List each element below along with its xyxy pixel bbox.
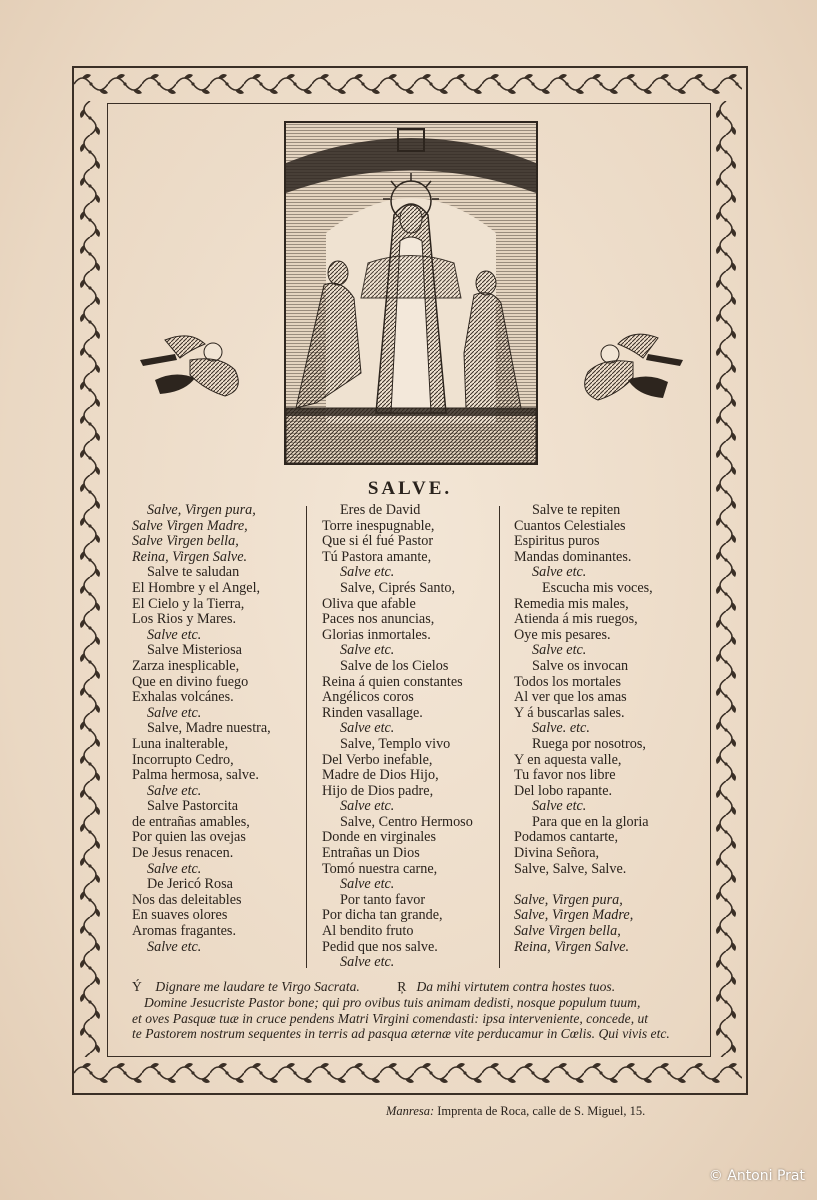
verse-line: Espiritus puros (514, 533, 600, 550)
verse-line: Salve etc. (147, 938, 202, 955)
response-text: Da mihi virtutem contra hostes tuos. (416, 979, 616, 994)
verse-line: Todos los mortales (514, 673, 621, 690)
verse-line: El Cielo y la Tierra, (132, 595, 245, 612)
prayer-line: et oves Pasquæ tuæ in cruce pendens Matri Virgini comendasti: ipsa interveniente, concede, ut (132, 1010, 649, 1026)
column-divider (499, 506, 500, 968)
verse-line: Salve, Templo vivo (340, 735, 451, 752)
printer-imprint (386, 1104, 645, 1119)
verse-line: Salve te saludan (147, 564, 240, 581)
verse-line: Tu favor nos libre (514, 767, 616, 784)
vine-ornament-top (74, 68, 742, 101)
verse-line: Entrañas un Dios (322, 845, 420, 862)
response-mark: Ŗ (397, 979, 407, 994)
verse-line: Salve de los Cielos (340, 657, 449, 674)
verse-line: Reina á quien constantes (322, 673, 463, 690)
copyright-watermark: © Antoni Prat (708, 1168, 805, 1184)
verse-line: Al bendito fruto (322, 923, 414, 940)
verse-line: Salve, Ciprés Santo, (340, 579, 456, 596)
verse-line: El Hombre y el Angel, (132, 579, 261, 596)
verse-line: Palma hermosa, salve. (132, 767, 259, 784)
verse-line: Salve, Salve, Salve. (514, 860, 627, 877)
verse-line: de entrañas amables, (132, 813, 250, 830)
verse-line: Salve etc. (532, 564, 587, 581)
verse-line: Paces nos anuncias, (322, 611, 435, 628)
angel-trumpet-right-icon (568, 330, 688, 415)
verse-line: Glorias inmortales. (322, 626, 431, 643)
verse-line: Escucha mis voces, (542, 579, 653, 596)
verse-line: Al ver que los amas (514, 689, 627, 706)
verse-line: Salve etc. (340, 642, 395, 659)
angel-trumpet-left-icon (135, 330, 253, 407)
verse-line: Ruega por nosotros, (532, 735, 646, 752)
verse-line (514, 877, 653, 893)
verse-line: Salve te repiten (532, 502, 621, 518)
verse-line: Donde en virginales (322, 829, 436, 846)
verse-line: De Jericó Rosa (147, 876, 233, 893)
verse-line: Por quien las ovejas (132, 829, 246, 846)
verse-column-2 (322, 503, 473, 971)
verse-line: Salve etc. (532, 642, 587, 659)
verse-line: Del Verbo inefable, (322, 751, 433, 768)
imprint-text: Imprenta de Roca, calle de S. Miguel, 15. (437, 1104, 646, 1118)
verse-line: Aromas fragantes. (132, 923, 237, 940)
verse-line: Reina, Virgen Salve. (514, 938, 630, 955)
verse-line: Salve, Centro Hermoso (340, 813, 473, 830)
verse-line: Que en divino fuego (132, 673, 249, 690)
verse-line: Por tanto favor (340, 891, 426, 908)
verse-line: Tomó nuestra carne, (322, 860, 438, 877)
verse-line: Del lobo rapante. (514, 782, 613, 799)
verse-line: Salve Virgen bella, (132, 533, 239, 550)
prayer-line: te Pastorem nostrum sequentes in terris ad pasqua æternæ vite perducamur in Cœlis. Qui vivis etc. (132, 1026, 670, 1042)
verse-line: Divina Señora, (514, 845, 600, 862)
latin-prayer (132, 979, 692, 1042)
verse-line: Salve. etc. (532, 720, 590, 737)
verse-line: Salve etc. (147, 704, 202, 721)
verse-line: Angélicos coros (322, 689, 414, 706)
versicle-mark: Ý (132, 979, 142, 994)
verse-line: Que si él fué Pastor (322, 533, 434, 550)
verse-line: Tú Pastora amante, (322, 548, 432, 565)
verse-line: Pedid que nos salve. (322, 938, 438, 955)
verse-line: Exhalas volcánes. (132, 689, 234, 706)
verse-line: Madre de Dios Hijo, (322, 767, 439, 784)
verse-line: Para que en la gloria (532, 813, 649, 830)
verse-line: Oliva que afable (322, 595, 416, 612)
verse-line: Luna inalterable, (132, 735, 229, 752)
verse-line: Nos das deleitables (132, 891, 242, 908)
verse-line: Salve etc. (340, 798, 395, 815)
verse-line: Rinden vasallage. (322, 704, 423, 721)
verse-line: Salve Virgen Madre, (132, 517, 248, 534)
verse-line: Cuantos Celestiales (514, 517, 626, 534)
verse-line: Salve etc. (340, 954, 395, 971)
verse-line: Incorrupto Cedro, (132, 751, 234, 768)
vine-ornament-left (74, 101, 106, 1057)
verse-line: Salve os invocan (532, 657, 629, 674)
versicle-text: Dignare me laudare te Virgo Sacrata. (155, 979, 360, 994)
verse-line: Salve etc. (147, 860, 202, 877)
verse-line: De Jesus renacen. (132, 845, 234, 862)
verse-line: Remedia mis males, (514, 595, 629, 612)
verse-line: Los Rios y Mares. (132, 611, 237, 628)
verse-line: Salve, Virgen Madre, (514, 907, 634, 924)
verse-line: Torre inespugnable, (322, 517, 435, 534)
verse-line: Podamos cantarte, (514, 829, 619, 846)
verse-line: Salve etc. (340, 564, 395, 581)
verse-line: Atienda á mis ruegos, (514, 611, 638, 628)
virgin-engraving (284, 121, 538, 465)
verse-line: Salve etc. (532, 798, 587, 815)
verse-line: Reina, Virgen Salve. (132, 548, 248, 565)
verse-line: Hijo de Dios padre, (322, 782, 434, 799)
verse-line: Y á buscarlas sales. (514, 704, 625, 721)
verse-line: Oye mis pesares. (514, 626, 611, 643)
vine-ornament-bottom (74, 1057, 742, 1089)
versicle-line (132, 979, 692, 995)
verse-line: Y en aquesta valle, (514, 751, 622, 768)
vine-ornament-right (710, 101, 742, 1057)
verse-line: Eres de David (340, 502, 421, 518)
verse-line: Zarza inesplicable, (132, 657, 240, 674)
verse-column-1 (132, 503, 271, 955)
verse-line: Salve etc. (147, 782, 202, 799)
column-divider (306, 506, 307, 968)
verse-line: Salve, Virgen pura, (147, 502, 256, 518)
verse-line: Por dicha tan grande, (322, 907, 443, 924)
verse-line: Salve Misteriosa (147, 642, 242, 659)
verse-line: Salve Virgen bella, (514, 923, 621, 940)
verse-column-3 (514, 503, 653, 955)
verse-line: Salve etc. (340, 720, 395, 737)
verse-line: Salve, Virgen pura, (514, 891, 623, 908)
verse-line: Salve etc. (147, 626, 202, 643)
verse-line: Salve, Madre nuestra, (147, 720, 271, 737)
imprint-place: Manresa: (386, 1104, 435, 1118)
prayer-line: Domine Jesucriste Pastor bone; qui pro ovibus tuis animam dedisti, nosque populum tuum, (144, 994, 641, 1010)
verse-line: Salve Pastorcita (147, 798, 239, 815)
page-title: SALVE. (367, 478, 453, 499)
verse-line: En suaves olores (132, 907, 228, 924)
verse-line: Salve etc. (340, 876, 395, 893)
verse-line: Mandas dominantes. (514, 548, 632, 565)
